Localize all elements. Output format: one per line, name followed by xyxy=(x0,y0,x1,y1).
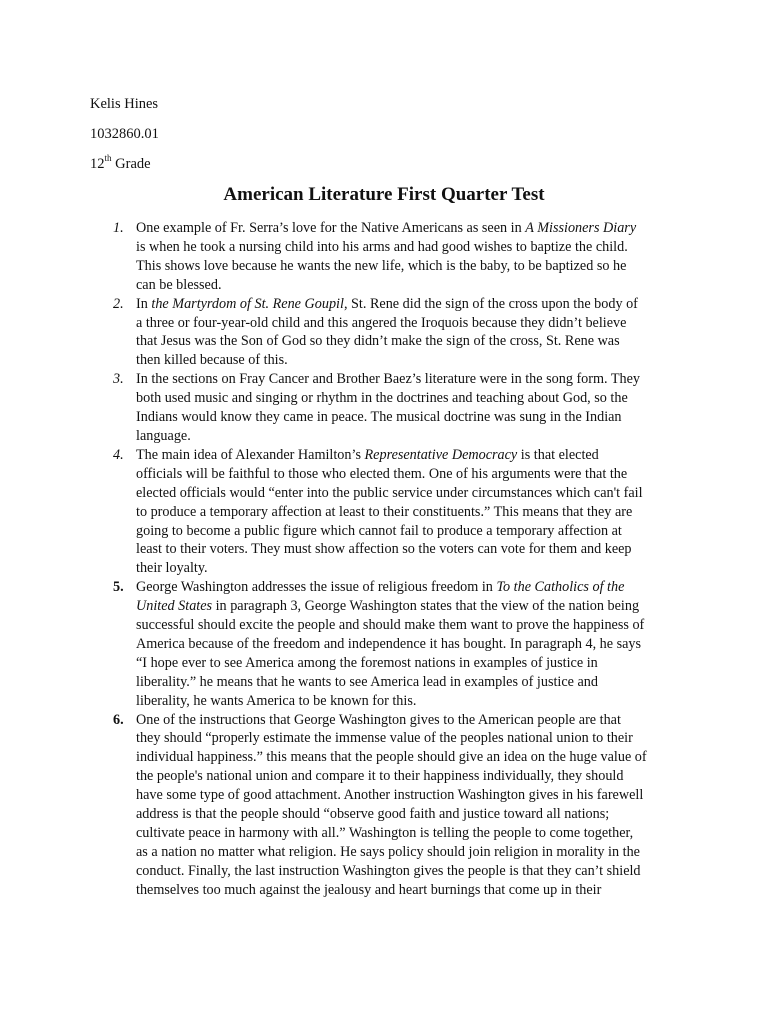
line-text: is when he took a nursing child into his arms and had good wishes to baptize the child. xyxy=(136,238,628,255)
answer-number: 3. xyxy=(113,371,124,388)
answer-line xyxy=(136,635,676,654)
answer-number: 6. xyxy=(113,711,124,728)
student-grade xyxy=(90,155,151,173)
line-text: is that elected xyxy=(517,446,599,463)
line-text: The main idea of Alexander Hamilton’s xyxy=(136,446,365,463)
line-text: can be blessed. xyxy=(136,276,222,293)
answer-line xyxy=(136,389,676,408)
answer-line xyxy=(136,786,676,805)
line-text: elected officials would “enter into the public service under circumstances which can't fail xyxy=(136,484,643,501)
line-text: liberality, he wants America to be known for this. xyxy=(136,692,417,709)
answer-line xyxy=(136,314,676,333)
answer-line xyxy=(136,824,676,843)
answer-line xyxy=(136,578,676,597)
answer-text xyxy=(136,370,676,446)
answer-text xyxy=(136,219,676,295)
student-id: 1032860.01 xyxy=(90,126,159,142)
answer-item-6 xyxy=(0,711,768,900)
line-text: that Jesus was the Son of God so they didn’t make the sign of the cross, St. Rene was xyxy=(136,333,620,350)
line-text: “I hope ever to see America among the foremost nations in examples of justice in xyxy=(136,654,598,671)
answer-number: 4. xyxy=(113,446,124,463)
line-text: language. xyxy=(136,427,191,444)
line-text: This shows love because he wants the new life, which is the baby, to be baptized so he xyxy=(136,257,627,274)
line-text: In xyxy=(136,295,152,312)
answer-item-2 xyxy=(0,295,768,371)
answer-line xyxy=(136,522,676,541)
line-text: as a nation no matter what religion. He says policy should join religion in morality in the xyxy=(136,843,640,860)
answer-line xyxy=(136,351,676,370)
answer-list xyxy=(0,219,768,900)
work-title: United States xyxy=(136,598,213,615)
answer-line xyxy=(136,295,676,314)
answer-line xyxy=(136,446,676,465)
line-text: conduct. Finally, the last instruction Washington gives the people is that they can’t shield xyxy=(136,862,641,879)
line-text: the people's national union and compare it to their happiness individually, they should xyxy=(136,768,624,785)
answer-item-1 xyxy=(0,219,768,295)
work-title: To the Catholics of the xyxy=(496,579,625,596)
answer-number: 5. xyxy=(113,579,124,596)
line-text: , St. Rene did the sign of the cross upon the body of xyxy=(343,295,638,312)
answer-line xyxy=(136,484,676,503)
answer-text xyxy=(136,446,676,578)
answer-line xyxy=(136,465,676,484)
line-text: themselves too much against the jealousy and heart burnings that come up in their xyxy=(136,881,602,898)
answer-line xyxy=(136,370,676,389)
answer-item-5 xyxy=(0,578,768,710)
line-text: going to become a public figure which cannot fail to produce a temporary affection at xyxy=(136,522,622,539)
answer-line xyxy=(136,257,676,276)
line-text: officials will be faithful to those who elected them. One of his arguments were that the xyxy=(136,465,628,482)
answer-line xyxy=(136,729,676,748)
answer-line xyxy=(136,673,676,692)
work-title: the Martyrdom of St. Rene Goupil xyxy=(151,295,344,312)
answer-line xyxy=(136,711,676,730)
answer-text xyxy=(136,711,676,900)
line-text: One example of Fr. Serra’s love for the Native Americans as seen in xyxy=(136,220,526,236)
grade-number: 12 xyxy=(90,156,105,172)
answer-line xyxy=(136,805,676,824)
work-title: A Missioners Diary xyxy=(525,220,637,236)
answer-line xyxy=(136,559,676,578)
line-text: One of the instructions that George Washington gives to the American people are that xyxy=(136,711,621,728)
answer-line xyxy=(136,408,676,427)
line-text: individual happiness.” this means that the people should give an idea on the huge value of xyxy=(136,749,647,766)
line-text: address is that the people should “observe good faith and justice toward all nations; xyxy=(136,806,610,823)
line-text: a three or four-year-old child and this angered the Iroquois because they didn’t believe xyxy=(136,314,627,331)
answer-line xyxy=(136,862,676,881)
grade-word: Grade xyxy=(115,156,151,172)
answer-line xyxy=(136,767,676,786)
line-text: America because of the freedom and independence it has bought. In paragraph 4, he says xyxy=(136,635,642,652)
line-text: their loyalty. xyxy=(136,560,208,577)
answer-line xyxy=(136,238,676,257)
line-text: cultivate peace in harmony with all.” Washington is telling the people to come together, xyxy=(136,825,634,841)
answer-line xyxy=(136,427,676,446)
line-text: liberality.” he means that he wants to see America lead in examples of justice and xyxy=(136,673,598,690)
answer-line xyxy=(136,540,676,559)
answer-line xyxy=(136,219,676,238)
answer-line xyxy=(136,843,676,862)
answer-line xyxy=(136,692,676,711)
answer-number: 1. xyxy=(113,220,124,236)
answer-line xyxy=(136,654,676,673)
work-title: Representative Democracy xyxy=(364,446,518,463)
answer-item-4 xyxy=(0,446,768,578)
line-text: In the sections on Fray Cancer and Brother Baez’s literature were in the song form. They xyxy=(136,371,641,388)
answer-line xyxy=(136,748,676,767)
line-text: in paragraph 3, George Washington states that the view of the nation being xyxy=(212,598,640,615)
answer-number: 2. xyxy=(113,295,124,312)
line-text: to produce a temporary affection at least to their constituents.” This means that they are xyxy=(136,503,633,520)
line-text: have some type of good attachment. Another instruction Washington gives in his farewell xyxy=(136,787,644,804)
line-text: successful should excite the people and should make them want to prove the happiness of xyxy=(136,617,645,634)
answer-line xyxy=(136,597,676,616)
answer-line xyxy=(136,616,676,635)
line-text: George Washington addresses the issue of religious freedom in xyxy=(136,579,497,596)
line-text: they should “properly estimate the immense value of the peoples national union to their xyxy=(136,730,633,747)
student-name: Kelis Hines xyxy=(90,96,159,112)
answer-line xyxy=(136,332,676,351)
line-text: Indians would know they came in peace. The musical doctrine was sung in the Indian xyxy=(136,409,622,426)
line-text: both used music and singing or rhythm in the doctrines and teaching about God, so the xyxy=(136,390,628,407)
answer-item-3 xyxy=(0,370,768,446)
answer-text xyxy=(136,295,676,371)
answer-text xyxy=(136,578,676,710)
line-text: then killed because of this. xyxy=(136,352,288,369)
answer-line xyxy=(136,503,676,522)
line-text: least to their voters. They must show affection so the voters can vote for them and keep xyxy=(136,541,632,558)
answer-line xyxy=(136,276,676,295)
document-title: American Literature First Quarter Test xyxy=(223,184,545,205)
answer-line xyxy=(136,881,676,900)
grade-suffix: th xyxy=(104,153,112,164)
